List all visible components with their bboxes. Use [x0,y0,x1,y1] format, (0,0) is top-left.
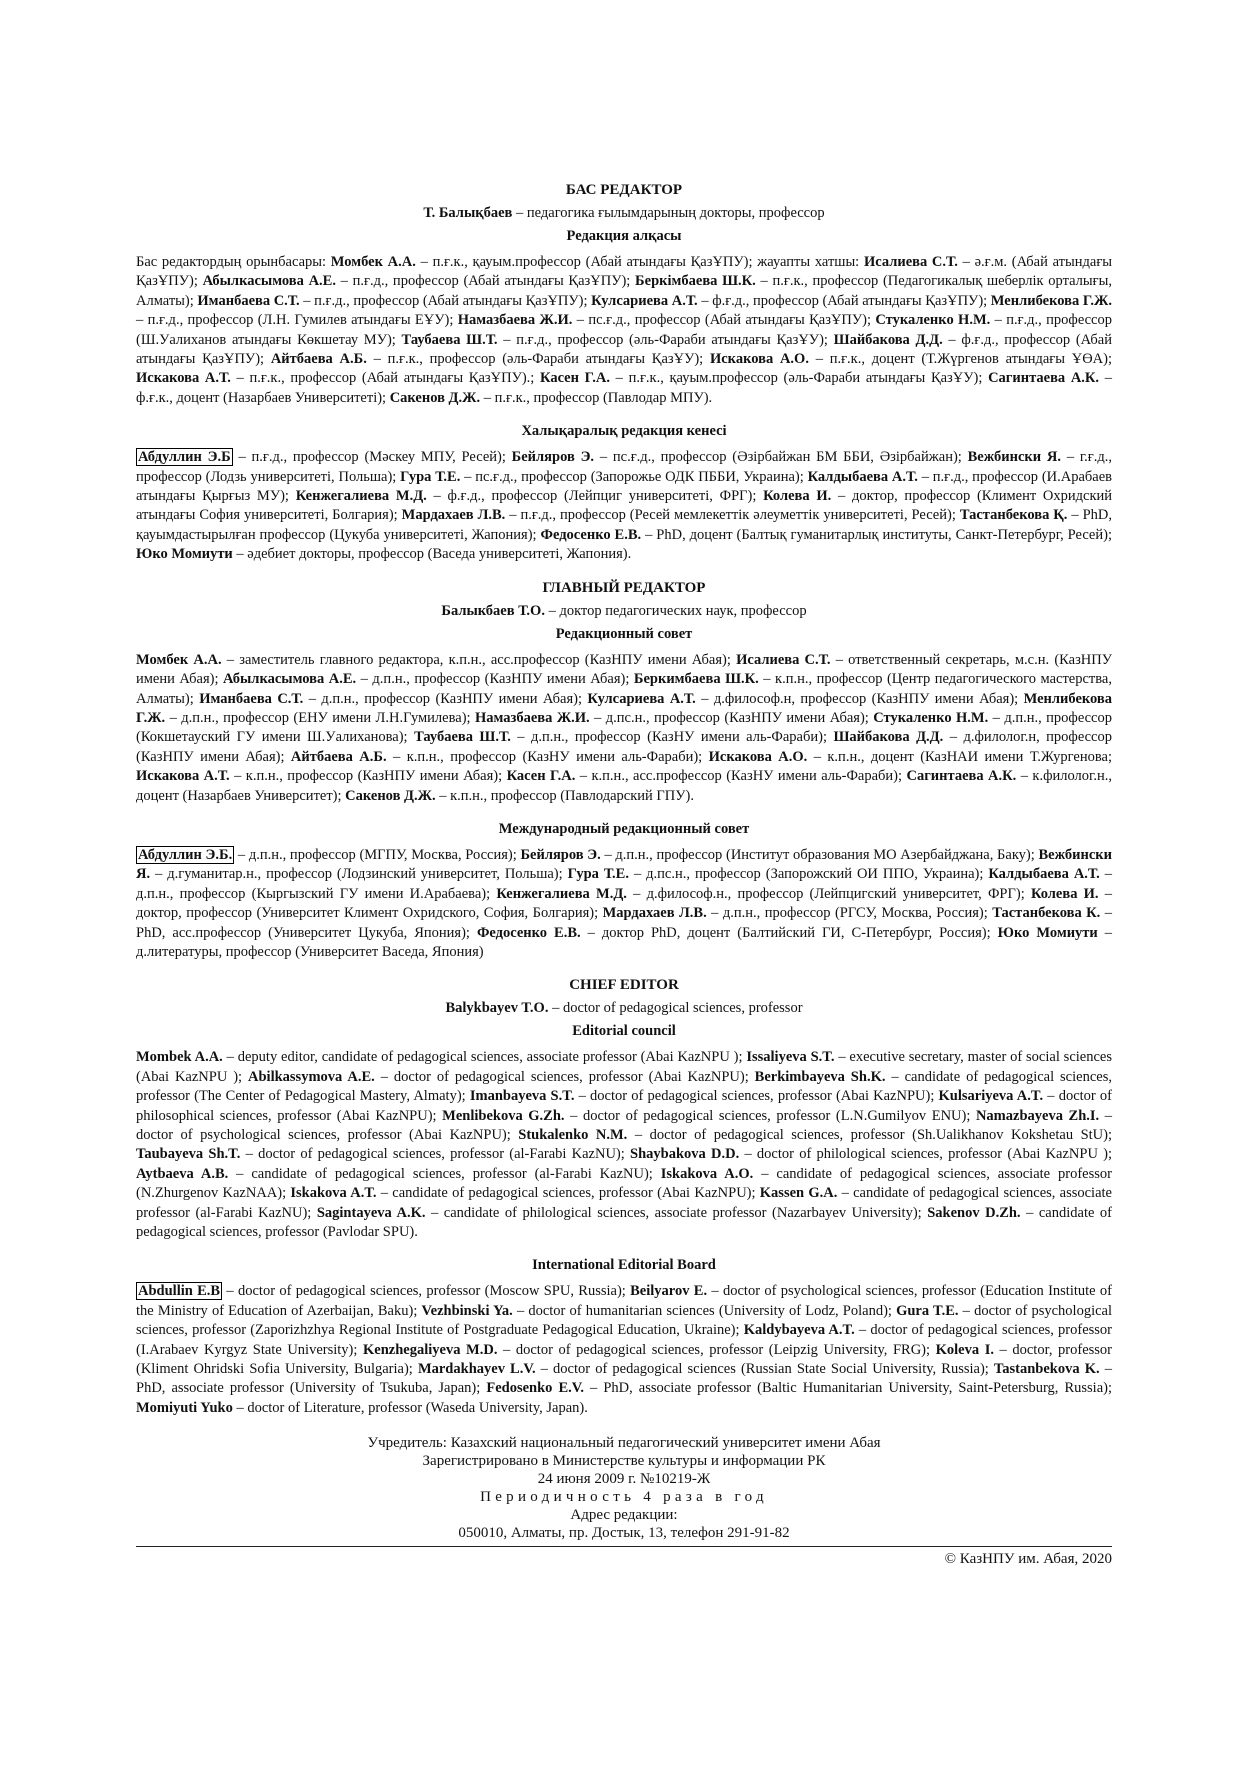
member-name: Касен Г.А. [540,370,610,387]
member-name: Вежбински Я. [136,846,1113,883]
member-details: – doctor of pedagogical sciences, professor (Moscow SPU, Russia); [222,1283,631,1300]
member-details: – deputy editor, candidate of pedagogical sciences, associate professor (Abai KazNPU ); [222,1049,747,1066]
member-name: Иманбаева С.Т. [199,690,304,707]
member-details: – PhD, асс.профессор (Университет Цукуба, Япония); [136,905,1112,941]
member-name: Менлибекова Г.Ж. [136,690,1113,726]
kz-intl-section [136,423,1112,564]
member-details: – п.ғ.к., қауым.профессор (әль-Фараби атындағы ҚазҰУ); [609,370,989,387]
member-name: Стукаленко Н.М. [875,312,991,329]
member-details: – к.п.н., профессор (КазНУ имени аль-Фараби); [386,748,709,765]
member-name: Стукаленко Н.М. [873,709,989,726]
member-details: – п.ғ.к., доцент (Т.Жүргенов атындағы ҰӨА); [808,351,1112,368]
member-details: – candidate of pedagogical sciences, professor (The Center of Pedagogical Mastery, Almaty); [136,1068,1112,1105]
en-board-heading: Editorial council [572,1023,676,1040]
member-details: – ф.ғ.д., профессор (Лейпциг университеті, ФРГ); [426,488,764,505]
member-name: Бейляров Э. [511,449,595,466]
member-details: – әдебиет докторы, профессор (Васеда университеті, Жапония). [232,546,632,563]
member-name: Таубаева Ш.Т. [414,729,511,746]
member-details: – doctor of pedagogical sciences, professor (Leipzig University, FRG); [497,1341,936,1358]
member-details: – PhD, associate professor (Baltic Humanitarian University, Saint-Petersburg, Russia); [583,1380,1113,1397]
member-name: Beilyarov E. [630,1283,708,1300]
kz-chief-line [136,205,1112,222]
member-details: – ф.ғ.д., профессор (Абай атындағы ҚазҰПУ); [697,292,991,309]
member-name: Калдыбаева А.Т. [807,468,918,485]
member-name: Сакенов Д.Ж. [389,389,481,406]
member-name: Юко Момиути [997,924,1098,941]
member-name: Момбек А.А. [330,254,416,270]
member-details: – ф.ғ.к., доцент (Назарбаев Университеті); [136,370,1112,406]
member-details: – п.ғ.к., профессор (Педагогикалық шеберлік орталығы, Алматы); [136,273,1112,309]
ru-board-paragraph [136,651,1112,806]
member-name: Юко Момиути [136,546,233,563]
member-details: – PhD, доцент (Балтық гуманитарлық институты, Санкт-Петербург, Ресей); [641,526,1112,543]
ru-intl-section [136,821,1112,962]
member-details: – candidate of pedagogical sciences, associate professor (N.Zhurgenov KazNAA); [136,1165,1112,1202]
member-name: Гура Т.Е. [567,866,629,883]
member-details: – д.п.н., профессор (МГПУ, Москва, Россия); [234,846,521,863]
member-name-boxed: Абдуллин Э.Б [138,449,231,466]
member-name: Namazbayeva Zh.I. [975,1107,1100,1124]
member-name: Беркимбаева Ш.К. [633,671,759,688]
member-details: – п.ғ.д., профессор (И.Арабаев атындағы Қырғыз МУ); [136,468,1112,505]
member-details: – doctor of psychological sciences, professor (Zaporizhzhya Regional Institute of Postgraduate Pedagogical Education, Ukraine); [136,1302,1113,1339]
member-details: – PhD, associate professor (University of Tsukuba, Japan); [136,1361,1112,1397]
member-name: Berkimbayeva Sh.K. [754,1068,886,1085]
member-name: Колева И. [1030,885,1099,902]
member-details: – доктор, профессор (Климент Охридский атындағы София университеті, Болгария); [136,488,1113,524]
member-details: – пс.ғ.д., профессор (Запорожье ОДК ПББИ, Украина); [460,468,808,485]
imprint-registered: Зарегистрировано в Министерстве культуры и информации РК [422,1453,826,1470]
member-name: Иманбаева С.Т. [197,292,300,309]
en-intl-heading: International Editorial Board [532,1257,716,1274]
copyright: © КазНПУ им. Абая, 2020 [944,1551,1112,1568]
member-name: Tastanbekova K. [993,1361,1100,1378]
ru-chief-desc: – доктор педагогических наук, профессор [544,602,807,619]
member-details: – doctor, professor (Kliment Ohridski Sofia University, Bulgaria); [136,1341,1112,1378]
imprint-reg-date: 24 июня 2009 г. №10219-Ж [537,1471,711,1488]
member-name: Момбек А.А. [136,651,222,668]
member-details: – д.п.н., профессор (ЕНУ имени Л.Н.Гумилева); [165,709,475,726]
member-name: Sakenov D.Zh. [927,1204,1021,1221]
kz-board-heading: Редакция алқасы [566,228,682,244]
member-details: – д.философ.н, профессор (КазНПУ имени Абая); [695,690,1024,707]
member-details: – candidate of pedagogical sciences, professor (Pavlodar SPU). [136,1204,1113,1241]
member-name: Кулсариева А.Т. [591,292,698,309]
kz-chief-name: Т. Балықбаев [423,205,513,221]
imprint-address: 050010, Алматы, пр. Достык, 13, телефон 291-91-82 [458,1525,790,1542]
member-details: – д.п.н., профессор (РГСУ, Москва, Россия); [706,905,993,922]
member-name: Таубаева Ш.Т. [401,331,498,348]
member-details: – ответственный секретарь, м.с.н. (КазНПУ имени Абая); [136,651,1113,688]
member-details: – doctor of Literature, professor (Waseda University, Japan). [232,1399,588,1416]
member-details: – п.ғ.д., профессор (Л.Н. Гумилев атындағы ЕҰУ); [136,312,458,329]
member-name: Fedosenko E.V. [486,1380,584,1397]
member-details: – doctor of philosophical sciences, professor (Abai KazNPU); [136,1088,1112,1124]
en-section [136,977,1112,1242]
imprint-divider [136,1546,1112,1547]
member-details: – doctor of pedagogical sciences, professor (Abai KazNPU); [574,1088,939,1105]
member-name: Беркімбаева Ш.К. [635,273,756,290]
member-name: Тастанбекова К. [992,905,1101,922]
member-name: Shaybakova D.D. [630,1146,740,1163]
imprint-founder: Учредитель: Казахский национальный педагогический университет имени Абая [367,1435,881,1452]
member-name: Абылкасымова А.Е. [202,273,336,290]
member-details: – candidate of philological sciences, associate professor (Nazarbayev University); [425,1204,928,1221]
member-name: Kulsariyeva A.T. [938,1088,1044,1105]
member-details: – п.ғ.к., профессор (әль-Фараби атындағы ҚазҰУ); [366,351,710,368]
member-name: Айтбаева А.Б. [270,351,367,368]
member-details: – д.литературы, профессор (Университет Васеда, Япония) [136,924,1113,960]
member-details: – к.п.н., профессор (Центр педагогического мастерства, Алматы); [136,671,1112,707]
member-name: Menlibekova G.Zh. [442,1107,565,1124]
member-details: – д.филолог.н, профессор (КазНПУ имени Абая); [136,729,1112,765]
member-name: Мардахаев Л.В. [401,507,506,524]
member-name: Сакенов Д.Ж. [345,787,436,804]
member-name: Сагинтаева А.К. [906,768,1017,785]
member-name: Aytbaeva A.B. [136,1165,229,1182]
member-details: – п.ғ.д., профессор (Абай атындағы ҚазҰПУ); [335,273,636,290]
member-name: Гура Т.Е. [400,468,461,485]
member-details: – п.ғ.к., профессор (Павлодар МПУ). [480,389,713,406]
en-intl-paragraph [136,1282,1112,1418]
member-name: Iskakova A.O. [660,1165,754,1182]
member-name: Momiyuti Yuko [136,1399,233,1416]
member-details: – doctor of pedagogical sciences, professor (Abai KazNPU); [374,1068,755,1085]
member-details: – пс.ғ.д., профессор (Абай атындағы ҚазҰПУ); [572,312,876,329]
member-name: Исалиева С.Т. [736,651,831,668]
member-details: – doctor of pedagogical sciences, professor (L.N.Gumilyov ENU); [564,1107,976,1124]
ru-intl-paragraph [136,846,1112,962]
ru-chief-name: Балыкбаев Т.О. [441,602,545,619]
member-name: Gura T.E. [896,1302,959,1319]
imprint-periodicity: Периодичность 4 раза в год [480,1489,768,1506]
member-details: – д.п.н., профессор (Институт образования МО Азербайджана, Баку); [600,846,1039,863]
imprint [136,1434,1112,1542]
kz-intl-heading: Халықаралық редакция кенесі [521,423,727,440]
en-chief-desc: – doctor of pedagogical sciences, professor [548,1000,803,1017]
member-name: Калдыбаева А.Т. [988,866,1100,883]
member-name: Abilkassymova A.E. [248,1068,375,1085]
member-details: – п.ғ.д., профессор (Ресей мемлекеттік әлеуметтік университеті, Ресей); [505,507,960,524]
member-details: Бас редактордың орынбасары: [136,254,331,270]
member-details: – doctor of philological sciences, professor (Abai KazNPU ); [739,1146,1113,1163]
kz-chief-desc: – педагогика ғылымдарының докторы, профессор [512,205,825,221]
member-details: – п.ғ.к., профессор (Абай атындағы ҚазҰПУ).; [230,370,540,387]
en-intl-section [136,1257,1112,1418]
member-details: – doctor of pedagogical sciences, professor (I.Arabaev Kyrgyz State University); [136,1322,1113,1358]
member-details: – д.п.н., профессор (КазНПУ имени Абая); [356,671,634,688]
member-name: Федосенко Е.В. [476,924,581,941]
member-name: Искакова А.О. [709,351,809,368]
imprint-address-label: Адрес редакции: [570,1507,678,1524]
member-details: – ә.ғ.м. (Абай атындағы ҚазҰПУ); [136,254,1113,290]
member-details: – doctor of pedagogical sciences (Russian State Social University, Russia); [535,1361,994,1378]
en-chief-heading: CHIEF EDITOR [569,977,679,994]
en-chief-name: Balykbayev T.O. [445,1000,549,1017]
member-name: Шайбакова Д.Д. [833,729,944,746]
en-board-paragraph [136,1048,1112,1242]
member-name: Kassen G.A. [759,1185,838,1202]
member-name: Mardakhayev L.V. [417,1361,536,1378]
member-name: Тастанбекова Қ. [959,507,1068,524]
ru-board-heading: Редакционный совет [555,625,693,642]
member-name: Сагинтаева А.К. [988,370,1100,387]
member-details: – пс.ғ.д., профессор (Әзірбайжан БМ ББИ, Әзірбайжан); [594,449,968,466]
member-details: – заместитель главного редактора, к.п.н., асс.профессор (КазНПУ имени Абая); [221,651,737,668]
member-name: Кенжегалиева М.Д. [295,488,427,505]
member-name: Абылкасымова А.Е. [223,671,357,688]
member-name-boxed: Абдуллин Э.Б. [138,846,233,863]
member-name: Намазбаева Ж.И. [474,709,590,726]
member-details: – д.пс.н., профессор (КазНПУ имени Абая); [589,709,874,726]
masthead-page [136,182,1112,1568]
member-details: – к.п.н., асс.профессор (КазНУ имени аль-Фараби); [575,768,907,785]
member-name: Айтбаева А.Б. [290,748,387,765]
ru-intl-heading: Международный редакционный совет [498,820,750,837]
member-details: – доктор PhD, доцент (Балтийский ГИ, С-Петербург, Россия); [580,924,998,941]
member-name: Вежбински Я. [967,449,1062,466]
member-details: – д.п.н., профессор (Кокшетауский ГУ имени Ш.Уалиханова); [136,709,1112,746]
member-name: Искакова А.Т. [136,768,230,785]
member-name: Taubayeva Sh.T. [136,1146,241,1163]
member-name: Sagintayeva A.K. [316,1204,426,1221]
member-name-boxed: Abdullin E.B [138,1283,221,1300]
member-details: – г.ғ.д., профессор (Лодзь университеті, Польша); [136,449,1112,485]
member-details: – executive secretary, master of social sciences (Abai KazNPU ); [136,1049,1112,1085]
member-name: Koleva I. [935,1341,994,1358]
member-name: Кулсариева А.Т. [587,690,696,707]
member-details: – ф.ғ.д., профессор (Абай атындағы ҚазҰПУ); [136,331,1112,368]
member-details: – doctor of psychological sciences, professor (Education Institute of the Ministry of Education of Azerbaijan, Baku); [136,1283,1112,1319]
member-name: Колева И. [763,488,832,505]
member-details: – candidate of pedagogical sciences, associate professor (al-Farabi KazNU); [136,1185,1112,1221]
kz-board-paragraph [136,253,1112,408]
member-details: – PhD, қауымдастырылған профессор (Цукуба университеті, Жапония); [136,507,1112,543]
member-details: – doctor of psychological sciences, professor (Abai KazNPU); [136,1107,1112,1143]
member-name: Issaliyeva S.T. [746,1049,835,1066]
member-details: – к.п.н., доцент (КазНАИ имени Т.Жургенова; [807,748,1112,765]
member-name: Mombek A.A. [136,1049,223,1066]
member-details: – д.философ.н., профессор (Лейпцигский университет, ФРГ); [626,885,1031,902]
member-details: – п.ғ.д., профессор (Абай атындағы ҚазҰПУ); [299,292,592,309]
member-details: – доктор, профессор (Университет Климент Охридского, София, Болгария); [136,885,1112,922]
kz-section [136,182,1112,408]
member-details: – д.п.н., профессор (КазНПУ имени Абая); [303,690,588,707]
member-details: – д.пс.н., профессор (Запорожский ОИ ППО, Украина); [628,866,989,883]
member-details: – д.п.н., профессор (Кыргызский ГУ имени И.Арабаева); [136,866,1112,902]
ru-chief-heading: ГЛАВНЫЙ РЕДАКТОР [542,579,706,596]
member-name: Kaldybayeva A.T. [743,1322,855,1339]
member-name: Исалиева С.Т. [863,254,958,270]
member-details: – д.гуманитар.н., профессор (Лодзинский университет, Польша); [150,866,568,883]
member-name: Намазбаева Ж.И. [457,312,573,329]
member-details: – candidate of pedagogical sciences, professor (al-Farabi KazNU); [228,1165,661,1182]
member-details: – д.п.н., профессор (КазНУ имени аль-Фараби); [510,729,834,746]
member-details: – doctor of humanitarian sciences (University of Lodz, Poland); [512,1302,897,1319]
member-name: Менлибекова Г.Ж. [990,292,1113,309]
member-details: – п.ғ.д., профессор (әль-Фараби атындағы ҚазҰУ); [497,331,834,348]
member-name: Imanbayeva S.T. [469,1088,575,1105]
member-name: Бейляров Э. [520,846,601,863]
member-name: Касен Г.А. [506,768,576,785]
member-details: – п.ғ.д., профессор (Ш.Уалиханов атындағы Көкшетау МУ); [136,312,1112,348]
member-name: Kenzhegaliyeva M.D. [363,1341,498,1358]
member-name: Федосенко Е.В. [540,526,642,543]
member-name: Мардахаев Л.В. [602,905,707,922]
member-name: Stukalenko N.M. [518,1127,628,1143]
member-details: – к.п.н., профессор (Павлодарский ГПУ). [435,787,694,804]
member-details: – к.филолог.н., доцент (Назарбаев Университет); [136,768,1112,804]
member-details: – candidate of pedagogical sciences, professor (Abai KazNPU); [376,1185,760,1202]
member-name: Искакова А.О. [708,748,808,765]
member-name: Искакова А.Т. [136,370,231,387]
member-details: – doctor of pedagogical sciences, professor (al-Farabi KazNU); [240,1146,631,1163]
kz-intl-paragraph [136,448,1112,564]
kz-chief-heading: БАС РЕДАКТОР [565,182,683,198]
member-details: – п.ғ.к., қауым.профессор (Абай атындағы ҚазҰПУ); жауапты хатшы: [415,254,864,270]
member-details: – doctor of pedagogical sciences, professor (Sh.Ualikhanov Kokshetau StU); [627,1127,1112,1143]
member-name: Кенжегалиева М.Д. [496,885,627,902]
member-name: Vezhbinski Ya. [421,1302,513,1319]
member-name: Шайбакова Д.Д. [833,331,943,348]
member-details: – п.ғ.д., профессор (Мәскеу МПУ, Ресей); [232,449,512,466]
ru-chief-line [136,603,1112,620]
member-name: Iskakova A.T. [290,1185,377,1202]
ru-section [136,580,1112,806]
en-chief-line [136,1000,1112,1017]
member-details: – к.п.н., профессор (КазНПУ имени Абая); [229,768,507,785]
